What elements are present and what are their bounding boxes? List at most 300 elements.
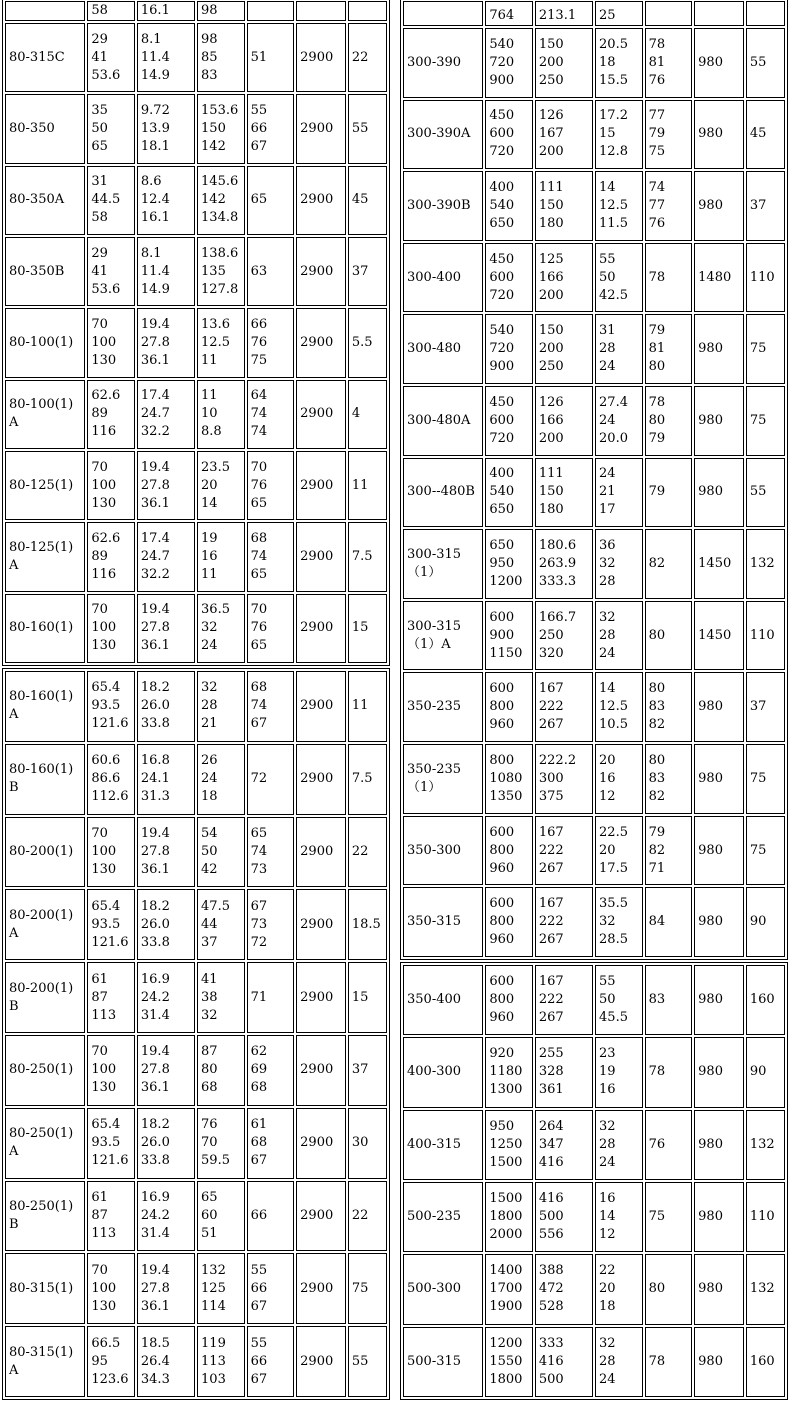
cell-line: 68 — [250, 1080, 268, 1096]
flow-ls-cell — [535, 887, 593, 957]
power-cell: 55 — [348, 1326, 387, 1397]
cell-line: 200 — [538, 144, 564, 160]
cell-line: 78 — [648, 1064, 666, 1080]
cell-line: 180 — [538, 216, 564, 232]
cell-line: 1700 — [489, 1281, 523, 1297]
cell-line: 800 — [489, 842, 515, 858]
cell-line: 76 — [648, 1136, 666, 1152]
table-row — [403, 529, 785, 599]
head-m-cell — [595, 458, 643, 528]
cell-line: 200 — [538, 341, 564, 357]
cell-line: 416 — [538, 1154, 564, 1170]
cell-line: 81 — [648, 54, 666, 70]
cell-line: 16.8 — [140, 753, 170, 769]
cell-line: 38 — [201, 989, 218, 1005]
table-row — [403, 458, 785, 528]
flow-ls-cell — [137, 1108, 195, 1179]
cell-line: 600 — [489, 681, 515, 697]
cell-line: 70 — [91, 1044, 108, 1060]
speed-cell: 980 — [694, 314, 744, 384]
flow-ls-cell — [535, 314, 593, 384]
cell-line: 28 — [599, 574, 616, 590]
table-row — [403, 28, 785, 98]
cell-line: 153.6 — [201, 102, 239, 118]
cell-line: 1150 — [489, 645, 523, 661]
model-cell: 300-400 — [403, 243, 483, 313]
flow-ls-cell — [535, 28, 593, 98]
flow-ls-cell — [137, 166, 195, 235]
model-cell: 80-160(1)B — [5, 744, 85, 815]
cell-line: 33.8 — [140, 716, 170, 732]
table-cell — [694, 1, 744, 26]
cell-line: 83 — [201, 67, 218, 83]
cell-line: 960 — [489, 717, 515, 733]
cell-line: 200 — [538, 287, 564, 303]
flow-ls-cell — [535, 100, 593, 170]
head-m-cell — [197, 817, 245, 888]
cell-line: 76 — [250, 620, 268, 636]
cell-line: 61 — [91, 1189, 108, 1205]
flow-m3h-cell — [87, 522, 135, 591]
cell-line: 1180 — [489, 1064, 523, 1080]
flow-m3h-cell — [485, 529, 533, 599]
cell-line: 41 — [91, 49, 108, 65]
efficiency-cell — [645, 672, 693, 742]
flow-m3h-cell — [485, 887, 533, 957]
cell-line: 111 — [538, 180, 564, 196]
model-cell: 350-400 — [403, 965, 483, 1035]
table-row — [5, 1035, 387, 1106]
cell-line: 74 — [250, 406, 268, 422]
flow-m3h-cell — [485, 601, 533, 671]
power-cell: 37 — [746, 171, 785, 241]
efficiency-cell — [645, 1182, 693, 1252]
head-m-cell — [595, 1182, 643, 1252]
cell-line: 650 — [489, 502, 515, 518]
power-cell: 90 — [746, 1037, 785, 1107]
cell-line: 31 — [599, 323, 616, 339]
flow-m3h-cell — [87, 594, 135, 663]
cell-line: 1350 — [489, 788, 523, 804]
cell-line: 180 — [538, 502, 564, 518]
flow-ls-cell — [535, 171, 593, 241]
cell-line: 267 — [538, 860, 564, 876]
cell-line: 42.5 — [599, 287, 628, 303]
cell-line: 93.5 — [91, 916, 121, 932]
cell-line: 19.4 — [140, 825, 170, 841]
cell-line: 800 — [489, 699, 515, 715]
efficiency-cell — [247, 1253, 295, 1324]
cell-line: 60.6 — [91, 753, 121, 769]
cell-line: 121.6 — [91, 716, 129, 732]
cell-line: 89 — [91, 406, 108, 422]
efficiency-cell — [247, 1181, 295, 1252]
efficiency-cell — [645, 28, 693, 98]
cell-line: 167 — [538, 824, 564, 840]
flow-ls-cell — [535, 1254, 593, 1324]
table-row — [5, 1108, 387, 1179]
efficiency-cell — [247, 671, 295, 742]
flow-ls-cell — [535, 816, 593, 886]
cell-line: 51 — [250, 49, 268, 65]
cell-line: 65.4 — [91, 898, 121, 914]
cell-line: 32 — [599, 609, 616, 625]
flow-m3h-cell — [485, 100, 533, 170]
efficiency-cell — [247, 166, 295, 235]
cell-line: 65.4 — [91, 1117, 121, 1133]
speed-cell: 2900 — [296, 23, 346, 92]
cell-line: 79 — [648, 484, 666, 500]
cell-line: 65 — [250, 566, 268, 582]
power-cell: 15 — [348, 962, 387, 1033]
cell-line: 113 — [201, 1353, 226, 1369]
table-row — [5, 671, 387, 742]
cell-line: 65 — [250, 825, 268, 841]
cell-line: 12 — [599, 1227, 616, 1243]
head-m-cell — [595, 672, 643, 742]
power-cell: 110 — [746, 243, 785, 313]
power-cell: 55 — [746, 28, 785, 98]
cell-line: 28 — [599, 1353, 616, 1369]
cell-line: 28 — [599, 1136, 616, 1152]
flow-ls-cell — [137, 1181, 195, 1252]
cell-line: 65 — [250, 638, 268, 654]
cell-line: 78 — [648, 1353, 666, 1369]
cell-line: 50 — [91, 120, 108, 136]
cell-line: 59.5 — [201, 1153, 230, 1169]
cell-line: 150 — [538, 484, 564, 500]
head-m-cell — [197, 1108, 245, 1179]
power-cell: 132 — [746, 529, 785, 599]
flow-m3h-cell — [87, 380, 135, 449]
head-m-cell — [197, 744, 245, 815]
speed-cell: 2900 — [296, 1108, 346, 1179]
power-cell: 22 — [348, 1181, 387, 1252]
cell-line: 167 — [538, 896, 564, 912]
cell-line: 67 — [250, 1153, 268, 1169]
table-row — [5, 166, 387, 235]
model-cell: 80-315(1)A — [5, 1326, 85, 1397]
power-cell: 22 — [348, 817, 387, 888]
table-row — [403, 816, 785, 886]
cell-line: 121.6 — [91, 934, 129, 950]
cell-line: 250 — [538, 72, 564, 88]
cell-line: 18 — [599, 54, 616, 70]
table-row — [5, 1326, 387, 1397]
cell-line: 19 — [201, 530, 218, 546]
cell-line: 65 — [91, 138, 108, 154]
speed-cell: 980 — [694, 100, 744, 170]
speed-cell: 2900 — [296, 451, 346, 520]
cell-line: 600 — [489, 412, 515, 428]
cell-line: 600 — [489, 609, 515, 625]
efficiency-cell — [247, 237, 295, 306]
power-cell: 75 — [746, 744, 785, 814]
cell-line: 80 — [648, 1281, 666, 1297]
cell-line: 62 — [250, 1044, 268, 1060]
flow-m3h-cell — [87, 308, 135, 377]
head-m-cell — [197, 962, 245, 1033]
cell-line: 17.4 — [140, 530, 170, 546]
cell-line: 18.2 — [140, 680, 170, 696]
cell-line: 42 — [201, 861, 218, 877]
cell-line: 36.5 — [201, 602, 230, 618]
efficiency-cell — [247, 308, 295, 377]
speed-cell: 1450 — [694, 601, 744, 671]
cell-line: 19 — [599, 1064, 616, 1080]
cell-line: 76 — [250, 477, 268, 493]
model-cell: 500-235 — [403, 1182, 483, 1252]
table-row — [5, 522, 387, 591]
cell-line: 15.5 — [599, 72, 628, 88]
cell-line: 80 — [648, 412, 666, 428]
cell-line: 83 — [648, 770, 666, 786]
cell-line: 132 — [201, 1262, 226, 1278]
cell-line: 1200 — [489, 574, 523, 590]
flow-ls-cell — [535, 386, 593, 456]
cell-line: 62.6 — [91, 530, 121, 546]
cell-line: 24.2 — [140, 1207, 170, 1223]
table-cell — [746, 1, 785, 26]
cell-line: 28.5 — [599, 932, 628, 948]
cell-line: 54 — [201, 825, 218, 841]
speed-cell: 980 — [694, 1110, 744, 1180]
cell-line: 650 — [489, 538, 515, 554]
speed-cell: 2900 — [296, 1181, 346, 1252]
cell-line: 12.4 — [140, 192, 170, 208]
cell-line: 16.9 — [140, 971, 170, 987]
cell-line: 19.4 — [140, 459, 170, 475]
head-m-cell — [197, 451, 245, 520]
head-m-cell — [197, 1035, 245, 1106]
cell-line: 29 — [91, 31, 108, 47]
cell-line: 87 — [91, 989, 108, 1005]
cell-line: 70 — [91, 602, 108, 618]
cell-line: 35.5 — [599, 896, 628, 912]
power-cell: 5.5 — [348, 308, 387, 377]
cell-line: 950 — [489, 556, 515, 572]
head-m-cell — [197, 380, 245, 449]
cell-line: 200 — [538, 54, 564, 70]
head-m-cell — [595, 529, 643, 599]
table-row — [403, 100, 785, 170]
cell-line: 388 — [538, 1263, 564, 1279]
cell-line: 950 — [489, 1118, 515, 1134]
cell-line: 26.0 — [140, 916, 170, 932]
cell-line: 1300 — [489, 1082, 523, 1098]
cell-line: 450 — [489, 394, 515, 410]
flow-m3h-cell — [87, 817, 135, 888]
flow-ls-cell — [535, 1110, 593, 1180]
cell-line: 20.0 — [599, 430, 628, 446]
table-row — [5, 1253, 387, 1324]
cell-line: 76 — [201, 1117, 218, 1133]
left-column — [2, 0, 390, 1400]
cell-line: 68 — [250, 680, 268, 696]
cell-line: 222 — [538, 699, 564, 715]
table-row — [5, 308, 387, 377]
cell-line: 250 — [538, 359, 564, 375]
head-m-cell — [595, 1037, 643, 1107]
cell-line: 17.2 — [599, 108, 628, 124]
cell-line: 100 — [91, 477, 117, 493]
efficiency-cell — [645, 816, 693, 886]
cell-line: 400 — [489, 466, 515, 482]
table-row — [5, 94, 387, 163]
model-cell: 300--480B — [403, 458, 483, 528]
cell-line: 1200 — [489, 1335, 523, 1351]
cell-line: 72 — [250, 771, 268, 787]
model-cell: 300-315（1）A — [403, 601, 483, 671]
speed-cell: 2900 — [296, 1326, 346, 1397]
cell-line: 333.3 — [538, 574, 577, 590]
cell-line: 14.9 — [140, 67, 170, 83]
cell-line: 74 — [250, 698, 268, 714]
flow-ls-cell — [535, 601, 593, 671]
speed-cell: 2900 — [296, 380, 346, 449]
cell-line: 100 — [91, 620, 117, 636]
cell-line: 1400 — [489, 1263, 523, 1279]
model-cell: 300-480 — [403, 314, 483, 384]
cell-line: 61 — [250, 1117, 268, 1133]
cell-line: 600 — [489, 896, 515, 912]
table-cell: 58 — [87, 1, 135, 21]
head-m-cell — [197, 308, 245, 377]
table-row — [5, 817, 387, 888]
cell-line: 1800 — [489, 1209, 523, 1225]
flow-m3h-cell — [485, 1327, 533, 1397]
head-m-cell — [595, 965, 643, 1035]
efficiency-cell — [645, 171, 693, 241]
flow-ls-cell — [137, 1035, 195, 1106]
cell-line: 53.6 — [91, 67, 121, 83]
cell-line: 77 — [648, 108, 666, 124]
cell-line: 21 — [201, 716, 218, 732]
cell-line: 123.6 — [91, 1371, 129, 1387]
cell-line: 112.6 — [91, 789, 129, 805]
cell-line: 130 — [91, 1298, 117, 1314]
cell-line: 166 — [538, 269, 564, 285]
cell-line: 32 — [201, 1007, 218, 1023]
model-cell: 350-300 — [403, 816, 483, 886]
cell-line: 70 — [91, 316, 108, 332]
cell-line: 130 — [91, 495, 117, 511]
flow-ls-cell — [137, 522, 195, 591]
cell-line: 416 — [538, 1353, 564, 1369]
cell-line: 126 — [538, 108, 564, 124]
flow-m3h-cell — [87, 23, 135, 92]
power-cell: 75 — [348, 1253, 387, 1324]
head-m-cell — [595, 171, 643, 241]
cell-line: 8.1 — [140, 31, 162, 47]
table-cell: 16.1 — [137, 1, 195, 21]
cell-line: 540 — [489, 36, 515, 52]
cell-line: 11 — [201, 352, 218, 368]
flow-m3h-cell — [485, 672, 533, 742]
cell-line: 70 — [201, 1135, 218, 1151]
cell-line: 31 — [91, 174, 108, 190]
cell-line: 29 — [91, 245, 108, 261]
efficiency-cell — [247, 594, 295, 663]
speed-cell: 980 — [694, 28, 744, 98]
cell-line: 16 — [599, 770, 616, 786]
flow-ls-cell — [137, 94, 195, 163]
cell-line: 55 — [250, 102, 268, 118]
cell-line: 19.4 — [140, 602, 170, 618]
table-row — [403, 171, 785, 241]
cell-line: 72 — [250, 934, 268, 950]
cell-line: 10.5 — [599, 717, 628, 733]
power-cell: 4 — [348, 380, 387, 449]
flow-m3h-cell — [87, 671, 135, 742]
cell-line: 800 — [489, 992, 515, 1008]
table-cell: 764 — [485, 1, 533, 26]
flow-m3h-cell — [485, 1182, 533, 1252]
speed-cell: 2900 — [296, 744, 346, 815]
cell-line: 62.6 — [91, 388, 121, 404]
model-cell: 80-250(1)B — [5, 1181, 85, 1252]
cell-line: 222 — [538, 914, 564, 930]
cell-line: 75 — [648, 144, 666, 160]
cell-line: 93.5 — [91, 1135, 121, 1151]
cell-line: 116 — [91, 566, 117, 582]
efficiency-cell — [247, 94, 295, 163]
power-cell: 45 — [348, 166, 387, 235]
flow-m3h-cell — [87, 962, 135, 1033]
cell-line: 450 — [489, 251, 515, 267]
power-cell: 55 — [746, 458, 785, 528]
power-cell: 110 — [746, 601, 785, 671]
cell-line: 14 — [599, 1209, 616, 1225]
cell-line: 1250 — [489, 1136, 523, 1152]
table-cell — [5, 1, 85, 21]
head-m-cell — [595, 100, 643, 170]
cell-line: 540 — [489, 198, 515, 214]
cell-line: 267 — [538, 717, 564, 733]
power-cell: 37 — [348, 1035, 387, 1106]
table-row — [5, 594, 387, 663]
cell-line: 32 — [201, 680, 218, 696]
cell-line: 67 — [250, 138, 268, 154]
table-row — [403, 386, 785, 456]
cell-line: 67 — [250, 716, 268, 732]
power-cell: 45 — [746, 100, 785, 170]
cell-line: 27.8 — [140, 477, 170, 493]
cell-line: 255 — [538, 1046, 564, 1062]
cell-line: 18.5 — [140, 1335, 170, 1351]
cell-line: 76 — [250, 334, 268, 350]
cell-line: 68 — [250, 1135, 268, 1151]
flow-m3h-cell — [87, 451, 135, 520]
right-column — [400, 0, 788, 1400]
flow-m3h-cell — [485, 171, 533, 241]
speed-cell: 2900 — [296, 308, 346, 377]
cell-line: 68 — [201, 1080, 218, 1096]
cell-line: 650 — [489, 216, 515, 232]
cell-line: 24.2 — [140, 989, 170, 1005]
efficiency-cell — [645, 1037, 693, 1107]
cell-line: 68 — [250, 530, 268, 546]
table-row — [5, 23, 387, 92]
power-cell: 75 — [746, 386, 785, 456]
cell-line: 11 — [201, 388, 218, 404]
flow-m3h-cell — [485, 1254, 533, 1324]
cell-line: 450 — [489, 108, 515, 124]
model-cell: 400-315 — [403, 1110, 483, 1180]
pump-table — [400, 962, 788, 1400]
cell-line: 720 — [489, 144, 515, 160]
efficiency-cell — [247, 962, 295, 1033]
